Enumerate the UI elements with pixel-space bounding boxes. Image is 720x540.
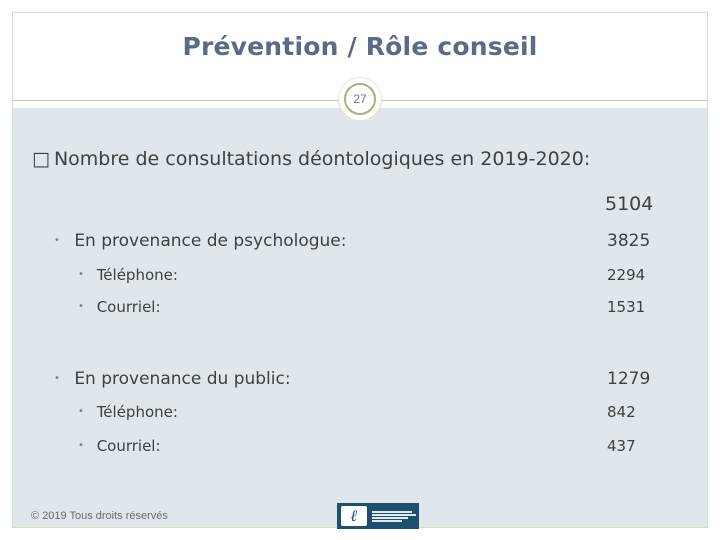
organization-logo bbox=[337, 503, 419, 529]
bullet-icon: • bbox=[54, 235, 60, 246]
sub-item-telephone bbox=[78, 266, 178, 284]
checkbox-bullet-icon: □ bbox=[32, 148, 50, 170]
sub-item-value: 1531 bbox=[607, 298, 646, 316]
section-heading-text: Nombre de consultations déontologiques en 2019-2020: bbox=[53, 148, 591, 170]
bullet-icon: • bbox=[78, 301, 84, 312]
sub-item-courriel bbox=[78, 298, 161, 316]
sub-item-label: Courriel: bbox=[96, 298, 161, 316]
bullet-icon: • bbox=[54, 373, 60, 384]
bullet-icon: • bbox=[78, 269, 84, 280]
sub-item-telephone bbox=[78, 403, 178, 421]
sub-item-value: 2294 bbox=[607, 266, 646, 284]
page-number: 27 bbox=[353, 92, 367, 106]
logo-icon: ℓ bbox=[341, 506, 367, 526]
copyright-text: © 2019 Tous droits réservés bbox=[31, 510, 168, 522]
list-item-value: 1279 bbox=[607, 369, 651, 389]
slide-title: Prévention / Rôle conseil bbox=[182, 32, 538, 61]
section-heading bbox=[32, 148, 590, 170]
sub-item-label: Téléphone: bbox=[96, 266, 178, 284]
content-panel bbox=[13, 108, 707, 527]
list-item-value: 3825 bbox=[607, 231, 651, 251]
sub-item-value: 842 bbox=[607, 403, 636, 421]
list-item-public bbox=[54, 369, 291, 389]
sub-item-value: 437 bbox=[607, 437, 636, 455]
bullet-icon: • bbox=[78, 406, 84, 417]
total-value: 5104 bbox=[605, 193, 654, 215]
sub-item-label: Téléphone: bbox=[96, 403, 178, 421]
logo-wordmark bbox=[372, 511, 416, 522]
list-item-label: En provenance de psychologue: bbox=[74, 231, 347, 251]
sub-item-label: Courriel: bbox=[96, 437, 161, 455]
page-number-badge bbox=[338, 77, 382, 121]
list-item-label: En provenance du public: bbox=[74, 369, 291, 389]
list-item-psychologue bbox=[54, 231, 347, 251]
sub-item-courriel bbox=[78, 437, 161, 455]
bullet-icon: • bbox=[78, 440, 84, 451]
page-number-ring bbox=[344, 83, 376, 115]
